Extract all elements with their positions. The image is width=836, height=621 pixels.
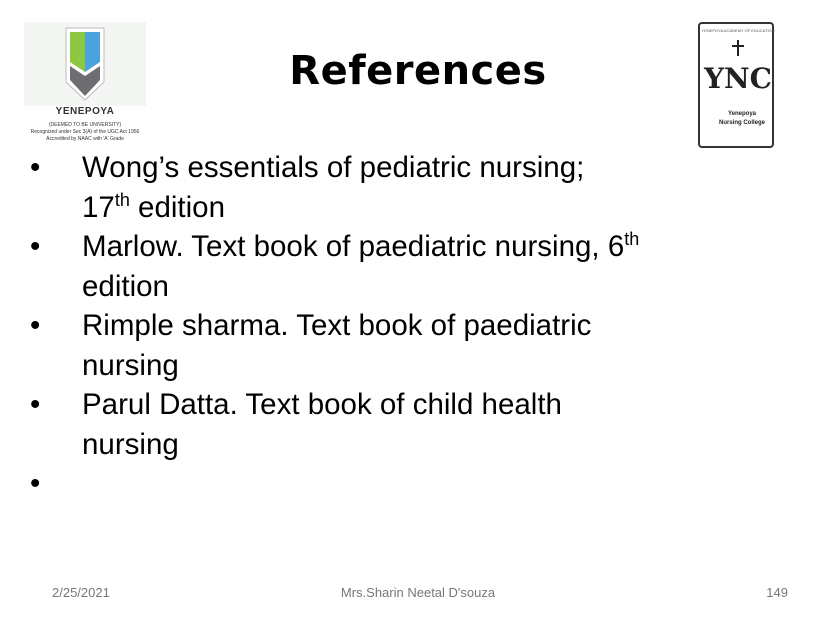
logo-left-line2: Recognized under Sec 3(A) of the UGC Act 1956 [30,129,140,135]
reference-item [22,227,812,306]
logo-left-line1: (DEEMED TO BE UNIVERSITY) [48,122,122,128]
footer-page-number: 149 [766,585,788,600]
edition-text: edition [129,190,225,224]
bullet: • [30,230,41,263]
reference-text-cont: nursing [82,348,179,382]
reference-item-empty [22,464,812,503]
bullet: • [30,388,41,421]
footer-author: Mrs.Sharin Neetal D'souza [340,585,496,600]
logo-left-line3: Accredited by NAAC with 'A' Grade [46,136,124,142]
reference-item [22,306,812,385]
bullet: • [30,151,41,184]
bullet: • [30,467,41,500]
reference-text: Wong’s essentials of pediatric nursing; [82,151,585,184]
reference-item [22,148,812,227]
lamp-monogram-icon [700,36,776,106]
ordinal-suffix: th [624,229,640,250]
reference-text: Marlow. Text book of paediatric nursing, 6 [82,230,625,263]
logo-right-line2: Nursing College [718,120,765,126]
yenepoya-nursing-college-logo [694,22,778,150]
logo-right-frame [698,22,774,148]
logo-right-monogram: YNC [704,62,772,95]
logo-right-top-text: YENEPOYA ACADEMY OF EDUCATION [701,28,775,33]
ordinal-suffix: th [114,189,130,210]
edition-number: 17 [82,190,115,224]
logo-left-name: YENEPOYA [55,106,115,117]
reference-item [22,385,812,464]
footer-date: 2/25/2021 [52,585,110,600]
slide-title: References [289,48,547,94]
reference-text: Parul Datta. Text book of child health [82,388,562,421]
reference-text-cont: nursing [82,427,179,461]
bullet: • [30,309,41,342]
reference-text-cont: edition [82,269,169,303]
reference-text: Rimple sharma. Text book of paediatric [82,309,592,342]
logo-right-line1: Yenepoya [727,111,756,117]
reference-list [22,148,812,503]
